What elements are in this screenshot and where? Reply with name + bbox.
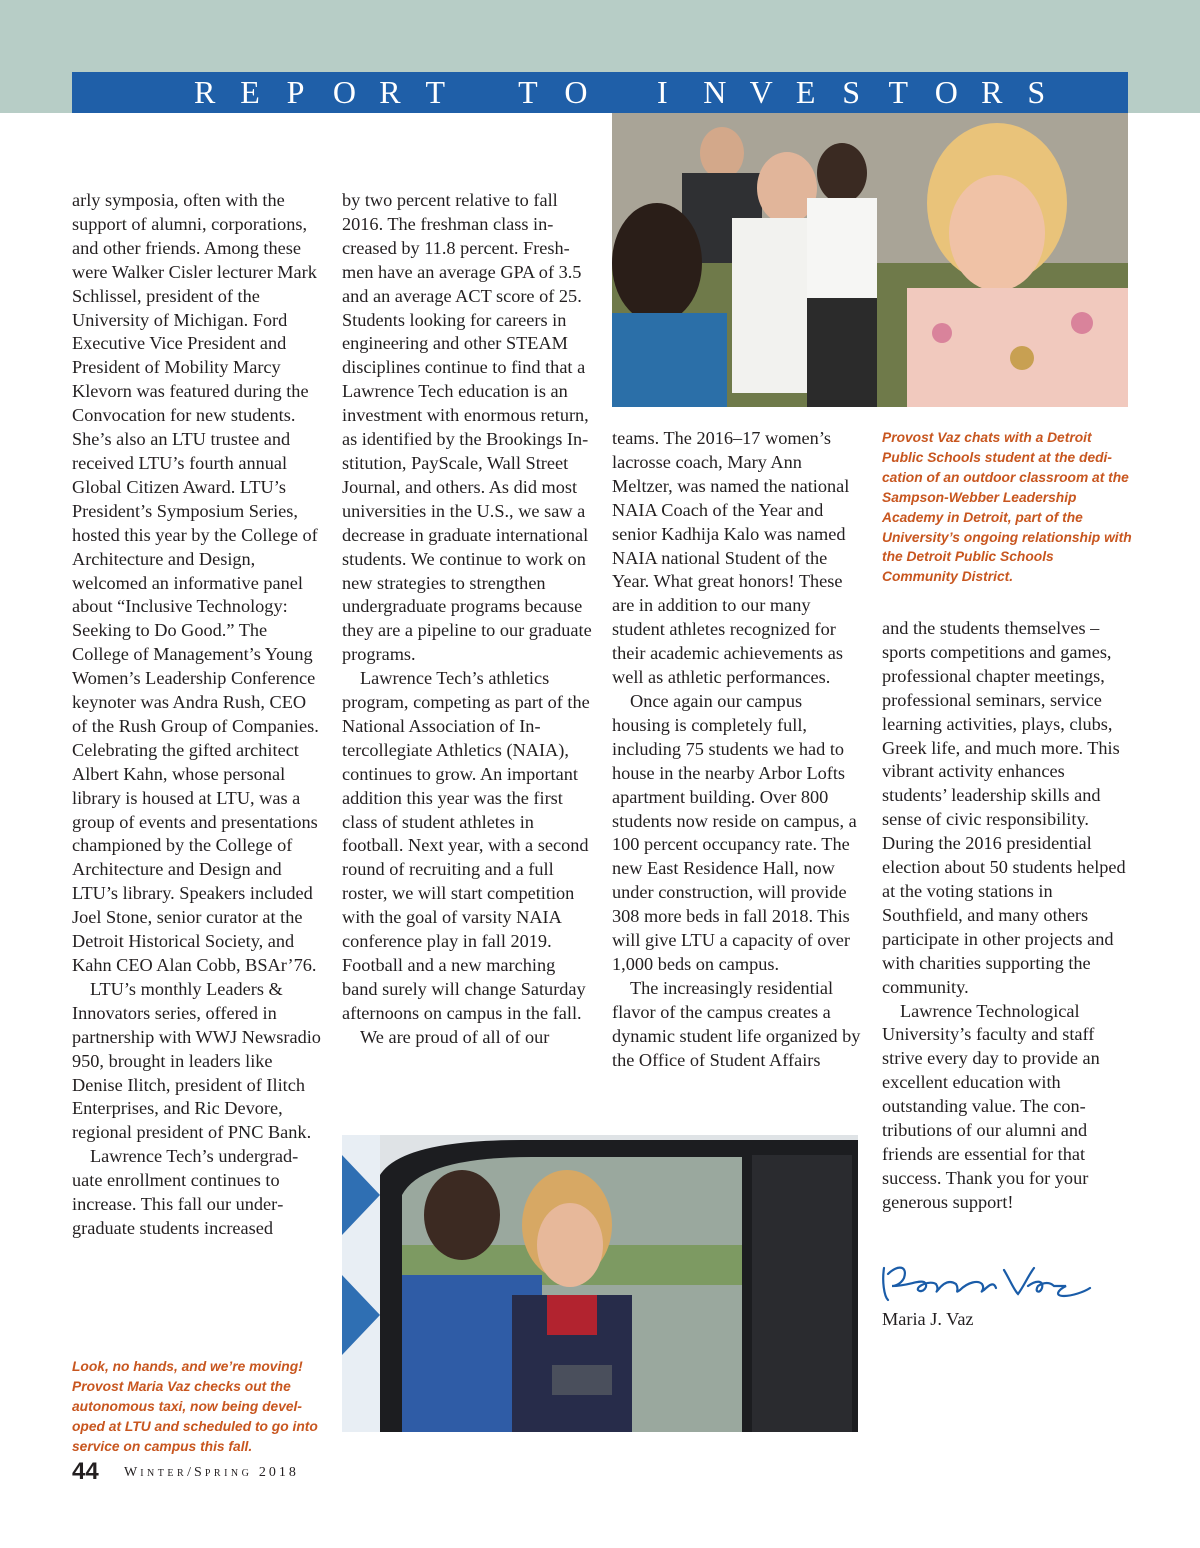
paragraph: arly symposia, often with the support of alumni, corporations, and other friends. Among these were Walker Cisler lecturer Mark Schlissel, president of the University of Michigan. Ford Executive Vice President and President of Mobility Marcy Klevorn was featured during the Convocation for new students. She’s also an LTU trustee and received LTU’s fourth annual Global Citizen Award. LTU’s President’s Symposium Series, hosted this year by the College of Architecture and Design, welcomed an informative panel about “Inclusive Technology: Seeking to Do Good.” The College of Management’s Young Women’s Leadership Conference keynoter was Andra Rush, CEO of the Rush Group of Companies. Celebrating the gifted architect Albert Kahn, whose personal library is housed at LTU, was a group of events and presentations championed by the College of Architecture and Design and LTU’s library. Speakers included Joel Stone, senior curator at the Detroit Historical Society, and Kahn CEO Alan Cobb, BSAr’76. bbox=[72, 190, 319, 975]
text-column-3 bbox=[612, 427, 862, 1072]
photo-autonomous-taxi bbox=[342, 1135, 858, 1432]
paragraph: teams. The 2016–17 women’s lacrosse coach, Mary Ann Meltzer, was named the national NAIA Coach of the Year and senior Kadhija Kalo was named NAIA national Student of the Year. What great honors! These are in addition to our many student athletes recognized for their academic achievements as well as athletic performances. bbox=[612, 428, 850, 688]
banner-letter: E bbox=[240, 74, 260, 110]
banner-letter: O bbox=[564, 74, 588, 110]
banner-letter: V bbox=[749, 74, 773, 110]
paragraph: Lawrence Technological University’s faculty and staff strive every day to provide an excellent education with outstanding value. The contributions of our alumni and friends are essential for that success. Thank you for your generous support! bbox=[882, 1000, 1100, 1212]
banner-letter: I bbox=[657, 74, 668, 110]
photo-caption: Provost Vaz chats with a Detroit Public Schools student at the dedication of an outdoor classroom at the Sampson-Webber Leadership Academy in Detroit, part of the University’s ongoing relationship with the Detroit Public Schools Community District. bbox=[882, 430, 1132, 585]
paragraph: by two percent relative to fall 2016. The freshman class increased by 11.8 percent. Freshmen have an average GPA of 3.5 and an average ACT score of 25. Students looking for careers in engineering and other STEAM disciplines continue to find that a Lawrence Tech education is an investment with enormous return, as identified by the Brookings Institution, PayScale, Wall Street Journal, and others. As did most universities in the U.S., we saw a decrease in graduate international students. We continue to work on new strategies to strengthen undergraduate programs because they are a pipeline to our graduate programs. bbox=[342, 190, 592, 665]
banner-letter: S bbox=[1027, 74, 1046, 110]
paragraph: and the students themselves – sports competitions and games, professional chapter meetings, professional seminars, service learning activities, plays, clubs, Greek life, and much more. This vibrant activity enhances students’ leadership skills and sense of civic responsibility. During the 2016 presidential election about 50 students helped at the voting stations in Southfield, and many others participate in other projects and with charities supporting the community. bbox=[882, 618, 1126, 997]
banner-letter: E bbox=[795, 74, 816, 110]
paragraph: Lawrence Tech’s athletics program, competing as part of the National Association of Intercollegiate Athletics (NAIA), continues to grow. An important addition this year was the first class of student athletes in football. Next year, with a second round of recruiting and a full roster, we will start competition with the goal of varsity NAIA conference play in fall 2019. Football and a new marching band surely will change Saturday afternoons on campus in the fall. bbox=[342, 668, 590, 1023]
section-banner bbox=[72, 72, 1128, 113]
paragraph: The increasingly residential flavor of the campus creates a dynamic student life organized by the Office of Student Affairs bbox=[612, 977, 861, 1070]
paragraph: Once again our campus housing is completely full, including 75 students we had to house in the nearby Arbor Lofts apartment building. Over 800 students now reside on campus, a 100 percent occupancy rate. The new East Residence Hall, now under construction, will provide 308 more beds in fall 2018. This will give LTU a capacity of over 1,000 beds on campus. bbox=[612, 690, 857, 974]
banner-letter: T bbox=[888, 74, 909, 110]
banner-letter: T bbox=[518, 74, 538, 110]
banner-letter: R bbox=[981, 74, 1003, 110]
paragraph: LTU’s monthly Leaders & Innovators series, offered in partnership with WWJ Newsradio 950, brought in leaders like Denise Ilitch, president of Ilitch Enterprises, and Ric Devore, regional president of PNC Bank. bbox=[72, 978, 321, 1143]
banner-letter: O bbox=[934, 74, 958, 110]
paragraph: Lawrence Tech’s undergraduate enrollment continues to increase. This fall our undergraduate students increased bbox=[72, 1146, 299, 1238]
photo-caption: Look, no hands, and we’re moving! Provost Maria Vaz checks out the autonomous taxi, now being developed at LTU and scheduled to go into service on campus this fall. bbox=[72, 1359, 318, 1454]
page-number: 44 bbox=[72, 1458, 99, 1485]
banner-letter: R bbox=[194, 74, 216, 110]
text-column-1 bbox=[72, 189, 322, 1241]
banner-letter: S bbox=[842, 74, 860, 110]
banner-letter: R bbox=[379, 74, 401, 110]
text-column-2 bbox=[342, 189, 592, 1050]
signatory-name: Maria J. Vaz bbox=[882, 1309, 974, 1329]
banner-letter: N bbox=[703, 74, 727, 110]
paragraph: We are proud of all of our bbox=[360, 1026, 550, 1047]
banner-letter: O bbox=[332, 74, 356, 110]
banner-letter: P bbox=[286, 74, 305, 110]
photo-outdoor-classroom bbox=[612, 113, 1128, 407]
issue-label: WINTER/SPRING 2018 bbox=[124, 1465, 299, 1480]
text-column-4 bbox=[882, 617, 1132, 1215]
banner-letter: T bbox=[425, 74, 446, 110]
signature-image bbox=[878, 1256, 1108, 1306]
